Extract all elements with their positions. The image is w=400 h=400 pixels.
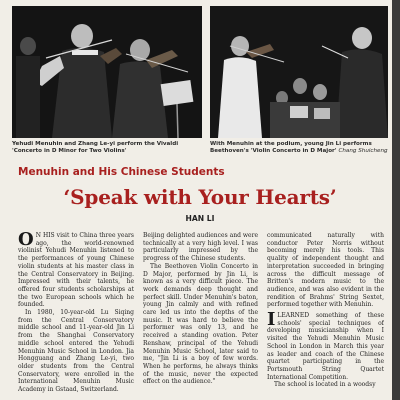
article-column-3 xyxy=(267,232,384,400)
paragraph: The school is located in a woodsy xyxy=(274,381,376,389)
photo-caption-right xyxy=(210,141,388,154)
photo-menuhin-duet xyxy=(12,6,202,138)
drop-cap: O xyxy=(18,232,34,250)
photo-jin-li-concerto xyxy=(210,6,388,138)
article-column-2 xyxy=(143,232,258,400)
photo-caption-left: Yehudi Menuhin and Zhang Le-yi perform the Vivaldi 'Concerto in D Minor for Two Violins' xyxy=(12,141,179,154)
drop-cap: I xyxy=(267,309,276,331)
article-column-1 xyxy=(18,232,134,400)
photo-credit: Chang Shuicheng xyxy=(338,147,388,154)
adjacent-page-edge xyxy=(392,0,400,400)
caption-right-text: With Menuhin at the podium, young Jin Li performs Beethoven's 'Violin Concerto in D Major' xyxy=(210,141,372,154)
article-headline: ‘Speak with Your Hearts’ xyxy=(63,185,337,209)
paragraph: communicated naturally with conductor Peter Norris without becoming merely his tools. This quality of independent thought and interpretation succeeded in bringing across the difficult message of Britten's modern music to the audience, and was also evident in the rendition of Brahms' String Sextet, performed together with Menuhin. xyxy=(267,232,384,309)
paragraph-text: LEARNED something of these schools' special techniques of developing musicianship when I visited the Yehudi Menuhin Music School in London in March this year as leader and coach of the Chinese quartet participating in the Portsmouth String Quartet International Competition. xyxy=(267,312,384,381)
paragraph-text: N HIS visit to China three years ago, the world-renowned violinist Yehudi Menuhin listened to the performances of young Chinese violin students at his master class in the Central Conservatory in Beijing. Impressed with their talents, he offered four students scholarships at the two European schools which he founded. xyxy=(18,232,134,309)
paragraph xyxy=(18,232,134,309)
article-byline: HAN LI xyxy=(185,214,215,223)
paragraph: Beijing delighted audiences and were technically at a very high level. I was particularly impressed by the progress of the Chinese students. xyxy=(143,232,258,263)
article-kicker: Menuhin and His Chinese Students xyxy=(18,166,225,178)
paragraph: The Beethoven Violin Concerto in D Major, performed by Jin Li, is known as a very difficult piece. The work demands deep thought and perfect skill. Under Menuhin's baton, young Jin calmly and with refined care led us into the depths of the music. It was hard to believe the performer was only 13, and he received a standing ovation. Peter Renshaw, principal of the Yehudi Menuhin Music School, later said to me, "Jin Li is a boy of few words. When he performs, he always thinks of the music, never the expected effect on the audience." xyxy=(143,262,258,386)
paragraph: In 1980, 10-year-old Lu Siqing from the Central Conservatory middle school and 11-year-old Jin Li from the Shanghai Conservatory middle school entered the Yehudi Menuhin Music School in London. Jia Hongguang and Zhang Le-yi, two older students from the Central Conservatory, were enrolled in the International Menuhin Music Academy in Gstaad, Switzerland. xyxy=(18,309,134,394)
paragraph xyxy=(267,309,384,381)
